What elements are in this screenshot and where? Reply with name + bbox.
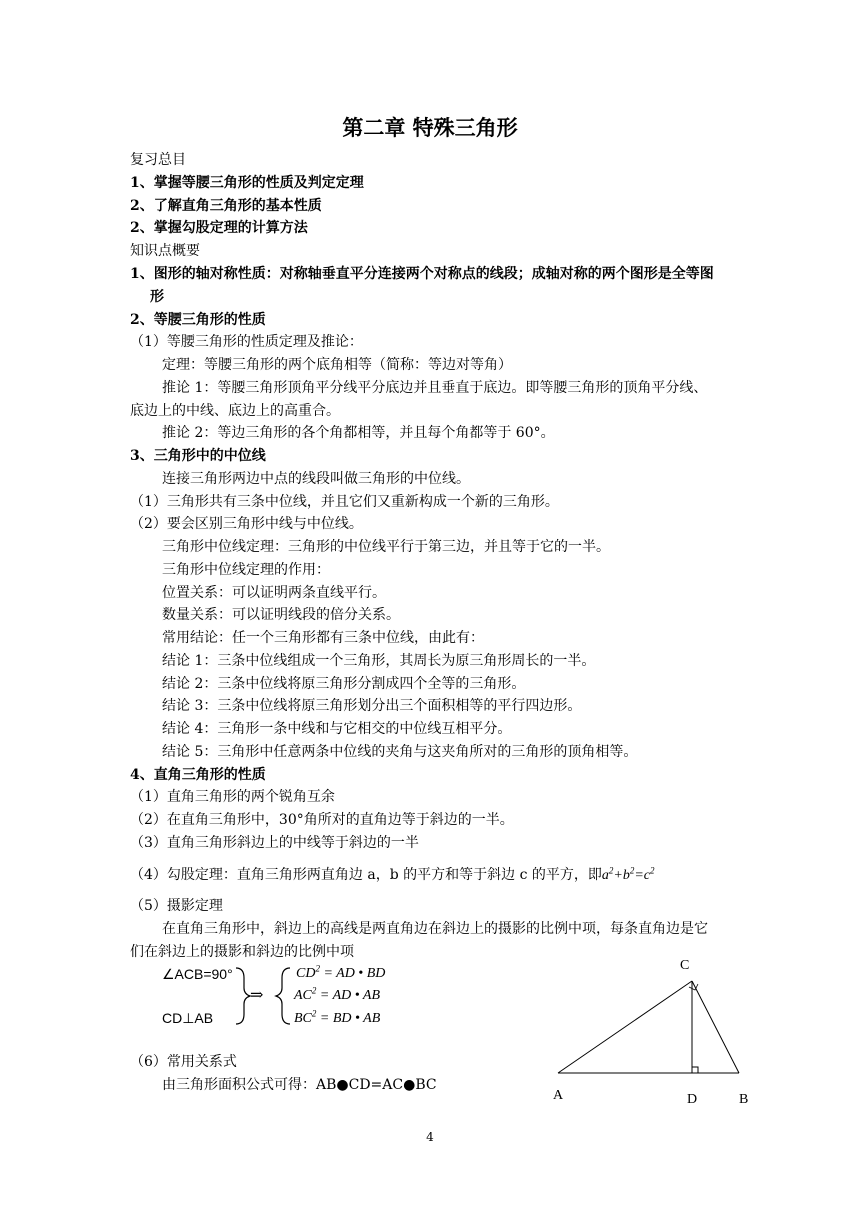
conclusion-4: 结论 4：三角形一条中线和与它相交的中位线互相平分。: [162, 721, 512, 737]
position-relation: 位置关系：可以证明两条直线平行。: [162, 585, 386, 601]
vertex-label-d: D: [687, 1092, 698, 1105]
point-4-6: （6）常用关系式: [130, 1054, 237, 1070]
goal-3: 2、掌握勾股定理的计算方法: [130, 220, 308, 236]
vertex-label-a: A: [553, 1088, 564, 1103]
goal-2: 2、了解直角三角形的基本性质: [130, 198, 322, 214]
implies-arrow: ⇒: [250, 985, 264, 1004]
conclusion-3: 结论 3：三条中位线将原三角形划分出三个面积相等的平行四边形。: [162, 698, 582, 714]
point-4-1: （1）直角三角形的两个锐角互余: [130, 789, 335, 805]
point-4-heading: 4、直角三角形的性质: [130, 767, 266, 783]
point-3-2: （2）要会区别三角形中线与中位线。: [130, 516, 363, 532]
left-brace: [276, 968, 290, 1024]
projection-statement-cont: 们在斜边上的摄影和斜边的比例中项: [130, 944, 354, 960]
point-2-heading: 2、等腰三角形的性质: [130, 312, 266, 328]
side-ac: [558, 981, 692, 1073]
point-3-1: （1）三角形共有三条中位线，并且它们又重新构成一个新的三角形。: [130, 494, 559, 510]
projection-statement: 在直角三角形中，斜边上的高线是两直角边在斜边上的摄影的比例中项，每条直角边是它: [162, 921, 708, 937]
point-1: 1、图形的轴对称性质：对称轴垂直平分连接两个对称点的线段；成轴对称的两个图形是全等图: [130, 266, 714, 282]
theorem-isosceles: 定理：等腰三角形的两个底角相等（简称：等边对等角）: [162, 357, 512, 373]
point-3-heading: 3、三角形中的中位线: [130, 448, 266, 464]
side-cb: [692, 981, 739, 1073]
vertex-label-c: C: [680, 958, 690, 973]
projection-eq-1: $CD^2$ = AD • BD: [296, 963, 386, 981]
point-4-4: [130, 865, 654, 886]
point-4-3: （3）直角三角形斜边上的中线等于斜边的一半: [130, 835, 419, 851]
quantity-relation: 数量关系：可以证明线段的倍分关系。: [162, 607, 400, 623]
conclusion-5: 结论 5：三角形中任意两条中位线的夹角与这夹角所对的三角形的顶角相等。: [162, 744, 638, 760]
pythagoras-formula: $a^2+b^2=c^2$: [601, 865, 655, 883]
point-4-5: （5）摄影定理: [130, 898, 223, 914]
midline-theorem: 三角形中位线定理：三角形的中位线平行于第三边，并且等于它的一半。: [162, 539, 610, 555]
area-relation: 由三角形面积公式可得：AB●CD=AC●BC: [162, 1077, 437, 1093]
corollary-1: 推论 1：等腰三角形顶角平分线平分底边并且垂直于底边。即等腰三角形的顶角平分线、: [162, 380, 708, 396]
vertex-label-b: B: [739, 1092, 749, 1105]
point-1-cont: 形: [150, 289, 164, 305]
right-angle-mark-d: [692, 1067, 698, 1073]
right-triangle-figure: [545, 955, 765, 1105]
overview-heading: 知识点概要: [130, 243, 200, 259]
common-conclusion: 常用结论：任一个三角形都有三条中位线，由此有：: [162, 630, 484, 646]
conclusion-2: 结论 2：三条中位线将原三角形分割成四个全等的三角形。: [162, 676, 526, 692]
corollary-2: 推论 2：等边三角形的各个角都相等，并且每个角都等于 60°。: [162, 425, 555, 441]
corollary-1-cont: 底边上的中线、底边上的高重合。: [130, 403, 340, 419]
page-title: 第二章 特殊三角形: [342, 116, 518, 140]
midline-definition: 连接三角形两边中点的线段叫做三角形的中位线。: [162, 471, 470, 487]
page-number: 4: [426, 1130, 434, 1144]
point-4-2: （2）在直角三角形中，30°角所对的直角边等于斜边的一半。: [130, 812, 514, 828]
projection-eq-2: $AC^2$ = AD • AB: [294, 985, 380, 1003]
review-heading: 复习总目: [130, 152, 186, 168]
goal-1: 1、掌握等腰三角形的性质及判定定理: [130, 175, 364, 191]
right-brace: [236, 968, 250, 1024]
point-2-1: （1）等腰三角形的性质定理及推论：: [130, 334, 363, 350]
midline-usage: 三角形中位线定理的作用：: [162, 562, 330, 578]
condition-perpendicular: CD⊥AB: [162, 1010, 214, 1026]
condition-right-angle: ∠ACB=90°: [162, 966, 233, 982]
projection-eq-3: $BC^2$ = BD • AB: [294, 1008, 381, 1026]
pythagoras-text: （4）勾股定理：直角三角形两直角边 a，b 的平方和等于斜边 c 的平方，即: [130, 867, 602, 883]
conclusion-1: 结论 1：三条中位线组成一个三角形，其周长为原三角形周长的一半。: [162, 653, 596, 669]
